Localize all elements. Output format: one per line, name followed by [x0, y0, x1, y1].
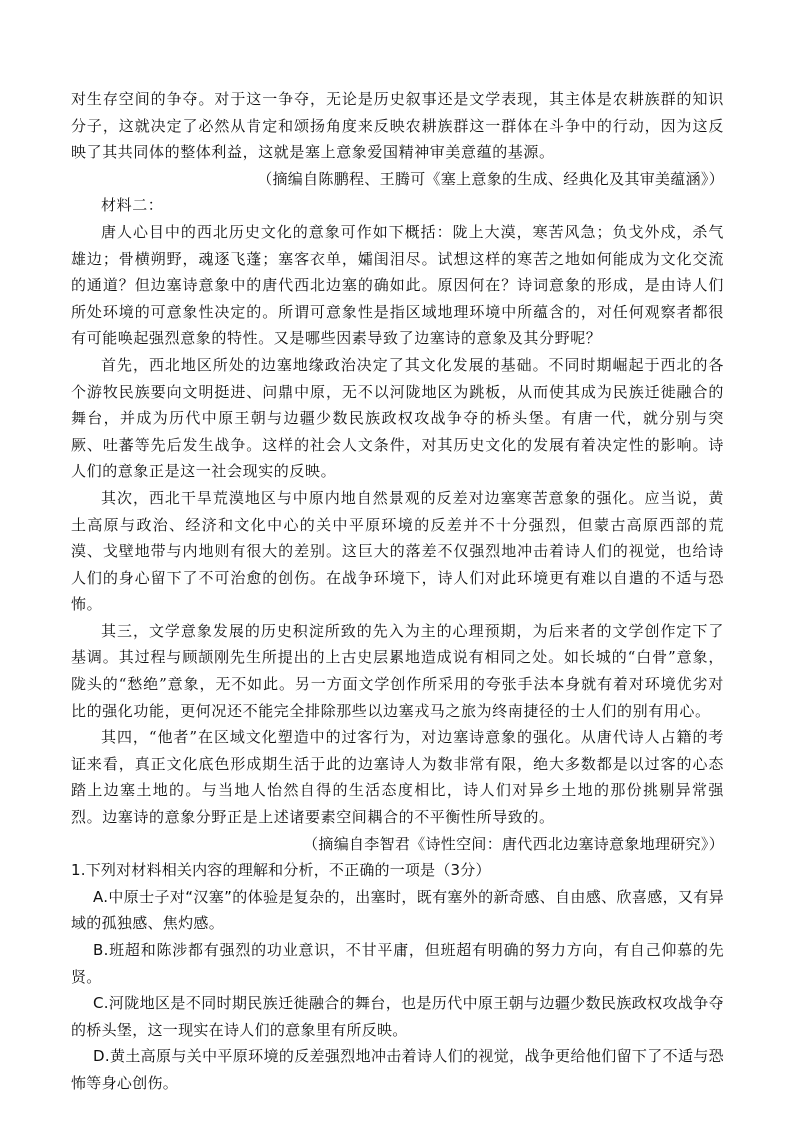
- question-1-stem: 1.下列对材料相关内容的理解和分析，不正确的一项是（3分）: [71, 861, 491, 880]
- material2-paragraph-5: 其四，“他者”在区域文化塑造中的过客行为，对边塞诗意象的强化。从唐代诗人占籍的考证来看，真正文化底色形成期生活于此的边塞诗人为数非常有限，绝大多数都是以过客的心态踏上边塞土地的。与当地人怡然自得的生活态度相比，诗人们对异乡土地的那份挑剔异常强烈。边塞诗的意象分野正是上述诸要素空间耦合的不平衡性所导致的。: [71, 728, 724, 827]
- question-1-option-b: B.班超和陈涉都有强烈的功业意识，不甘平庸，但班超有明确的努力方向，有自己仰慕的先贤。: [71, 941, 724, 986]
- question-1-option-c: C.河陇地区是不同时期民族迁徙融合的舞台，也是历代中原王朝与边疆少数民族政权攻战争夺的桥头堡，这一现实在诗人们的意象里有所反映。: [71, 994, 724, 1039]
- question-1: [71, 857, 724, 1096]
- material1-source: （摘编自陈鹏程、王腾可《塞上意象的生成、经典化及其审美蕴涵》）: [257, 169, 724, 188]
- material2-source: （摘编自李智君《诗性空间：唐代西北边塞诗意象地理研究》）: [303, 834, 724, 853]
- material2-paragraph-4: 其三，文学意象发展的历史积淀所致的先入为主的心理预期，为后来者的文学创作定下了基调。其过程与顾颉刚先生所提出的上古史层累地造成说有相同之处。如长城的“白骨”意象，陇头的“愁绝”意象，无不如此。另一方面文学创作所采用的夸张手法本身就有着对环境优劣对比的强化功能，更何况还不能完全排除那些以边塞戎马之旅为终南捷径的士人们的别有用心。: [71, 621, 724, 720]
- material2-label: 材料二：: [101, 196, 164, 215]
- material2-paragraph-2: 首先，西北地区所处的边塞地缘政治决定了其文化发展的基础。不同时期崛起于西北的各个游牧民族要向文明挺进、问鼎中原，无不以河陇地区为跳板，从而使其成为民族迁徙融合的舞台，并成为历代中原王朝与边疆少数民族政权攻战争夺的桥头堡。有唐一代，就分别与突厥、吐蕃等先后发生战争。这样的社会人文条件，对其历史文化的发展有着决定性的影响。诗人们的意象正是这一社会现实的反映。: [71, 355, 724, 481]
- question-1-option-d: D.黄土高原与关中平原环境的反差强烈地冲击着诗人们的视觉，战争更给他们留下了不适与恐怖等身心创伤。: [71, 1047, 724, 1092]
- material2-paragraph-1: 唐人心目中的西北历史文化的意象可作如下概括：陇上大漠，寒苦风急；负戈外戍，杀气雄边；骨横朔野，魂逐飞蓬；塞客衣单，孀闺泪尽。试想这样的寒苦之地如何能成为文化交流的通道？但边塞诗意象中的唐代西北边塞的确如此。原因何在？诗词意象的形成，是由诗人们所处环境的可意象性决定的。所谓可意象性是指区域地理环境中所蕴含的，对任何观察者都很有可能唤起强烈意象的特性。又是哪些因素导致了边塞诗的意象及其分野呢？: [71, 222, 724, 348]
- material2-paragraph-3: 其次，西北干旱荒漠地区与中原内地自然景观的反差对边塞寒苦意象的强化。应当说，黄土高原与政治、经济和文化中心的关中平原环境的反差并不十分强烈，但蒙古高原西部的荒漠、戈壁地带与内地则有很大的差别。这巨大的落差不仅强烈地冲击着诗人们的视觉，也给诗人们的身心留下了不可治愈的创伤。在战争环境下，诗人们对此环境更有难以自遣的不适与恐怖。: [71, 488, 724, 614]
- question-1-option-a: A.中原士子对“汉塞”的体验是复杂的，出塞时，既有塞外的新奇感、自由感、欣喜感，又有异域的孤独感、焦灼感。: [71, 887, 724, 933]
- material1-tail-paragraph: 对生存空间的争夺。对于这一争夺，无论是历史叙事还是文学表现，其主体是农耕族群的知识分子，这就决定了必然从肯定和颂扬角度来反映农耕族群这一群体在斗争中的行动，因为这反映了其共同体的整体利益，这就是塞上意象爱国精神审美意蕴的基源。: [71, 90, 724, 162]
